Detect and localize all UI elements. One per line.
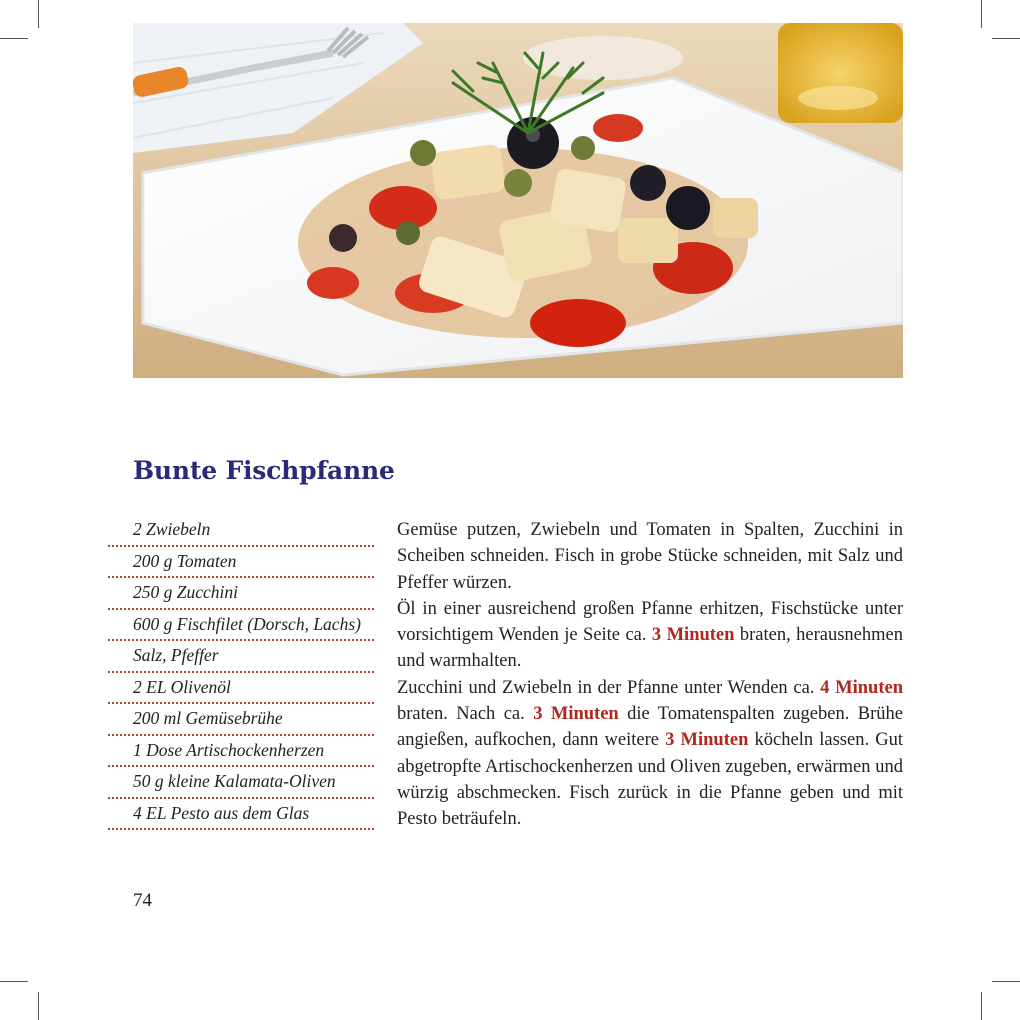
page-number: 74 <box>133 890 152 911</box>
crop-mark <box>38 0 39 28</box>
crop-mark <box>992 38 1020 39</box>
step-text: die Tomatenspalten zugeben. Brühe angießen, aufkochen, dann weitere <box>397 704 903 751</box>
step-paragraph <box>397 675 903 833</box>
recipe-photo <box>133 23 903 378</box>
ingredient-item: 4 EL Pesto aus dem Glas <box>108 799 374 831</box>
step-paragraph: Gemüse putzen, Zwiebeln und Tomaten in Spalten, Zucchini in Scheiben schneiden. Fisch in grobe Stücke schneiden, mit Salz und Pfeffer würzen. <box>397 520 903 593</box>
ingredient-item: 200 ml Gemüsebrühe <box>108 704 374 736</box>
cooking-time: 3 Minuten <box>533 704 619 725</box>
crop-mark <box>0 38 28 39</box>
step-text: Zucchini und Zwiebeln in der Pfanne unter Wenden ca. <box>397 677 821 698</box>
crop-mark <box>38 992 39 1020</box>
ingredient-item: 50 g kleine Kalamata-Oliven <box>108 767 374 799</box>
step-text: köcheln lassen. Gut abgetropfte Artischockenherzen und Oliven zugeben, erwärmen und würzig abschmecken. Fisch zurück in die Pfanne geben und mit Pesto beträufeln. <box>397 730 903 830</box>
cooking-time: 4 Minuten <box>820 677 903 698</box>
ingredient-item: 600 g Fischfilet (Dorsch, Lachs) <box>108 610 374 642</box>
crop-mark <box>0 981 28 982</box>
step-text: braten. Nach ca. <box>397 704 534 725</box>
step-paragraph <box>397 596 903 675</box>
crop-mark <box>992 981 1020 982</box>
cooking-time: 3 Minuten <box>665 730 749 751</box>
step-text: Öl in einer ausreichend großen Pfanne erhitzen, Fischstücke unter vorsichtigem Wenden je Seite ca. <box>397 598 903 646</box>
step-text: braten, herausnehmen und warmhalten. <box>397 625 903 672</box>
ingredient-item: Salz, Pfeffer <box>108 641 374 673</box>
ingredient-list <box>108 515 374 830</box>
crop-mark <box>981 992 982 1020</box>
ingredient-item: 1 Dose Artischockenherzen <box>108 736 374 768</box>
dish-illustration <box>133 23 903 378</box>
ingredient-item: 250 g Zucchini <box>108 578 374 610</box>
crop-mark <box>981 0 982 28</box>
ingredient-item: 2 Zwiebeln <box>108 515 374 547</box>
ingredient-item: 2 EL Olivenöl <box>108 673 374 705</box>
preparation-steps <box>397 517 903 833</box>
cooking-time: 3 Minuten <box>651 625 735 646</box>
recipe-title: Bunte Fischpfanne <box>133 456 395 485</box>
ingredient-item: 200 g Tomaten <box>108 547 374 579</box>
